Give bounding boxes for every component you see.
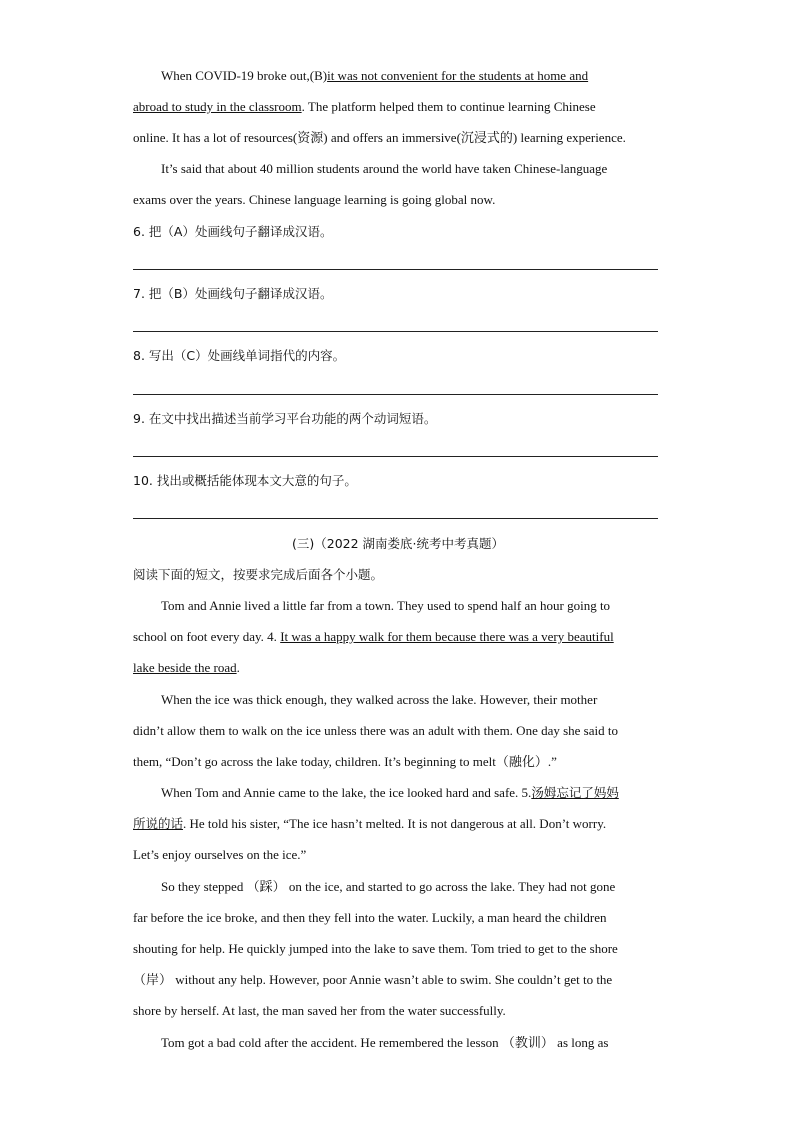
passage2-p2-line1: When the ice was thick enough, they walked across the lake. However, their mother bbox=[161, 692, 598, 707]
passage2-p4-line4: （岸） without any help. However, poor Annie wasn’t able to swim. She couldn’t get to the bbox=[133, 972, 613, 987]
text: . The platform helped them to continue learning Chinese bbox=[301, 99, 596, 114]
question-number: 9. bbox=[133, 411, 145, 426]
passage2-p1-line3 bbox=[133, 658, 240, 678]
passage1-p1-line3: online. It has a lot of resources(资源) and offers an immersive(沉浸式的) learning experience. bbox=[133, 130, 626, 145]
text: When COVID-19 broke out,(B) bbox=[161, 68, 328, 83]
answer-line-7[interactable] bbox=[133, 331, 658, 332]
passage1-p2-line2: exams over the years. Chinese language learning is going global now. bbox=[133, 192, 496, 207]
passage2-p1-line2 bbox=[133, 627, 614, 647]
question-text: 在文中找出描述当前学习平台功能的两个动词短语。 bbox=[148, 411, 437, 426]
underlined-sentence-4-cont: lake beside the road bbox=[133, 660, 237, 675]
passage2-p4-line5: shore by herself. At last, the man saved her from the water successfully. bbox=[133, 1003, 506, 1018]
passage1-p1-line1 bbox=[133, 66, 588, 86]
question-text: 写出（C）处画线单词指代的内容。 bbox=[148, 348, 346, 363]
question-7 bbox=[133, 284, 333, 304]
passage1-p2-line1: It’s said that about 40 million students around the world have taken Chinese-language bbox=[161, 161, 608, 176]
question-8 bbox=[133, 346, 345, 366]
passage2-p2-line2: didn’t allow them to walk on the ice unless there was an adult with them. One day she said to bbox=[133, 723, 618, 738]
text: . He told his sister, “The ice hasn’t melted. It is not dangerous at all. Don’t worry. bbox=[183, 816, 607, 831]
question-number: 8. bbox=[133, 348, 145, 363]
underlined-sentence-5-cont: 所说的话 bbox=[133, 816, 184, 831]
answer-line-9[interactable] bbox=[133, 456, 658, 457]
passage2-p3-line2 bbox=[133, 814, 606, 834]
question-text: 把（A）处画线句子翻译成汉语。 bbox=[148, 224, 333, 239]
underlined-sentence-b: it was not convenient for the students at home and bbox=[327, 68, 589, 83]
passage2-p5-line1: Tom got a bad cold after the accident. He remembered the lesson （教训） as long as bbox=[161, 1035, 609, 1050]
text: . bbox=[236, 660, 240, 675]
underlined-sentence-b-cont: abroad to study in the classroom bbox=[133, 99, 302, 114]
question-10 bbox=[133, 471, 357, 491]
passage2-p4-line2: far before the ice broke, and then they fell into the water. Luckily, a man heard the children bbox=[133, 910, 607, 925]
passage2-p4-line1: So they stepped （踩） on the ice, and started to go across the lake. They had not gone bbox=[161, 879, 616, 894]
underlined-sentence-4: It was a happy walk for them because there was a very beautiful bbox=[280, 629, 614, 644]
underlined-sentence-5: 汤姆忘记了妈妈 bbox=[531, 785, 619, 800]
answer-line-8[interactable] bbox=[133, 394, 658, 395]
question-number: 6. bbox=[133, 224, 145, 239]
question-number: 7. bbox=[133, 286, 145, 301]
section-heading: (三)（2022 湖南娄底·统考中考真题） bbox=[291, 536, 504, 551]
question-text: 找出或概括能体现本文大意的句子。 bbox=[156, 473, 357, 488]
question-9 bbox=[133, 409, 436, 429]
passage2-p3-line3: Let’s enjoy ourselves on the ice.” bbox=[133, 847, 307, 862]
passage1-p1-line2 bbox=[133, 97, 596, 117]
text: school on foot every day. 4. bbox=[133, 629, 281, 644]
section-instruction: 阅读下面的短文，按要求完成后面各个小题。 bbox=[133, 567, 384, 582]
question-6 bbox=[133, 222, 332, 242]
question-number: 10. bbox=[133, 473, 153, 488]
passage2-p1-line1: Tom and Annie lived a little far from a town. They used to spend half an hour going to bbox=[161, 598, 611, 613]
passage2-p4-line3: shouting for help. He quickly jumped into the lake to save them. Tom tried to get to the shore bbox=[133, 941, 618, 956]
passage2-p3-line1 bbox=[133, 783, 619, 803]
text: When Tom and Annie came to the lake, the ice looked hard and safe. 5. bbox=[161, 785, 532, 800]
answer-line-6[interactable] bbox=[133, 269, 658, 270]
passage2-p2-line3: them, “Don’t go across the lake today, children. It’s beginning to melt（融化）.” bbox=[133, 754, 557, 769]
question-text: 把（B）处画线句子翻译成汉语。 bbox=[148, 286, 333, 301]
answer-line-10[interactable] bbox=[133, 518, 658, 519]
